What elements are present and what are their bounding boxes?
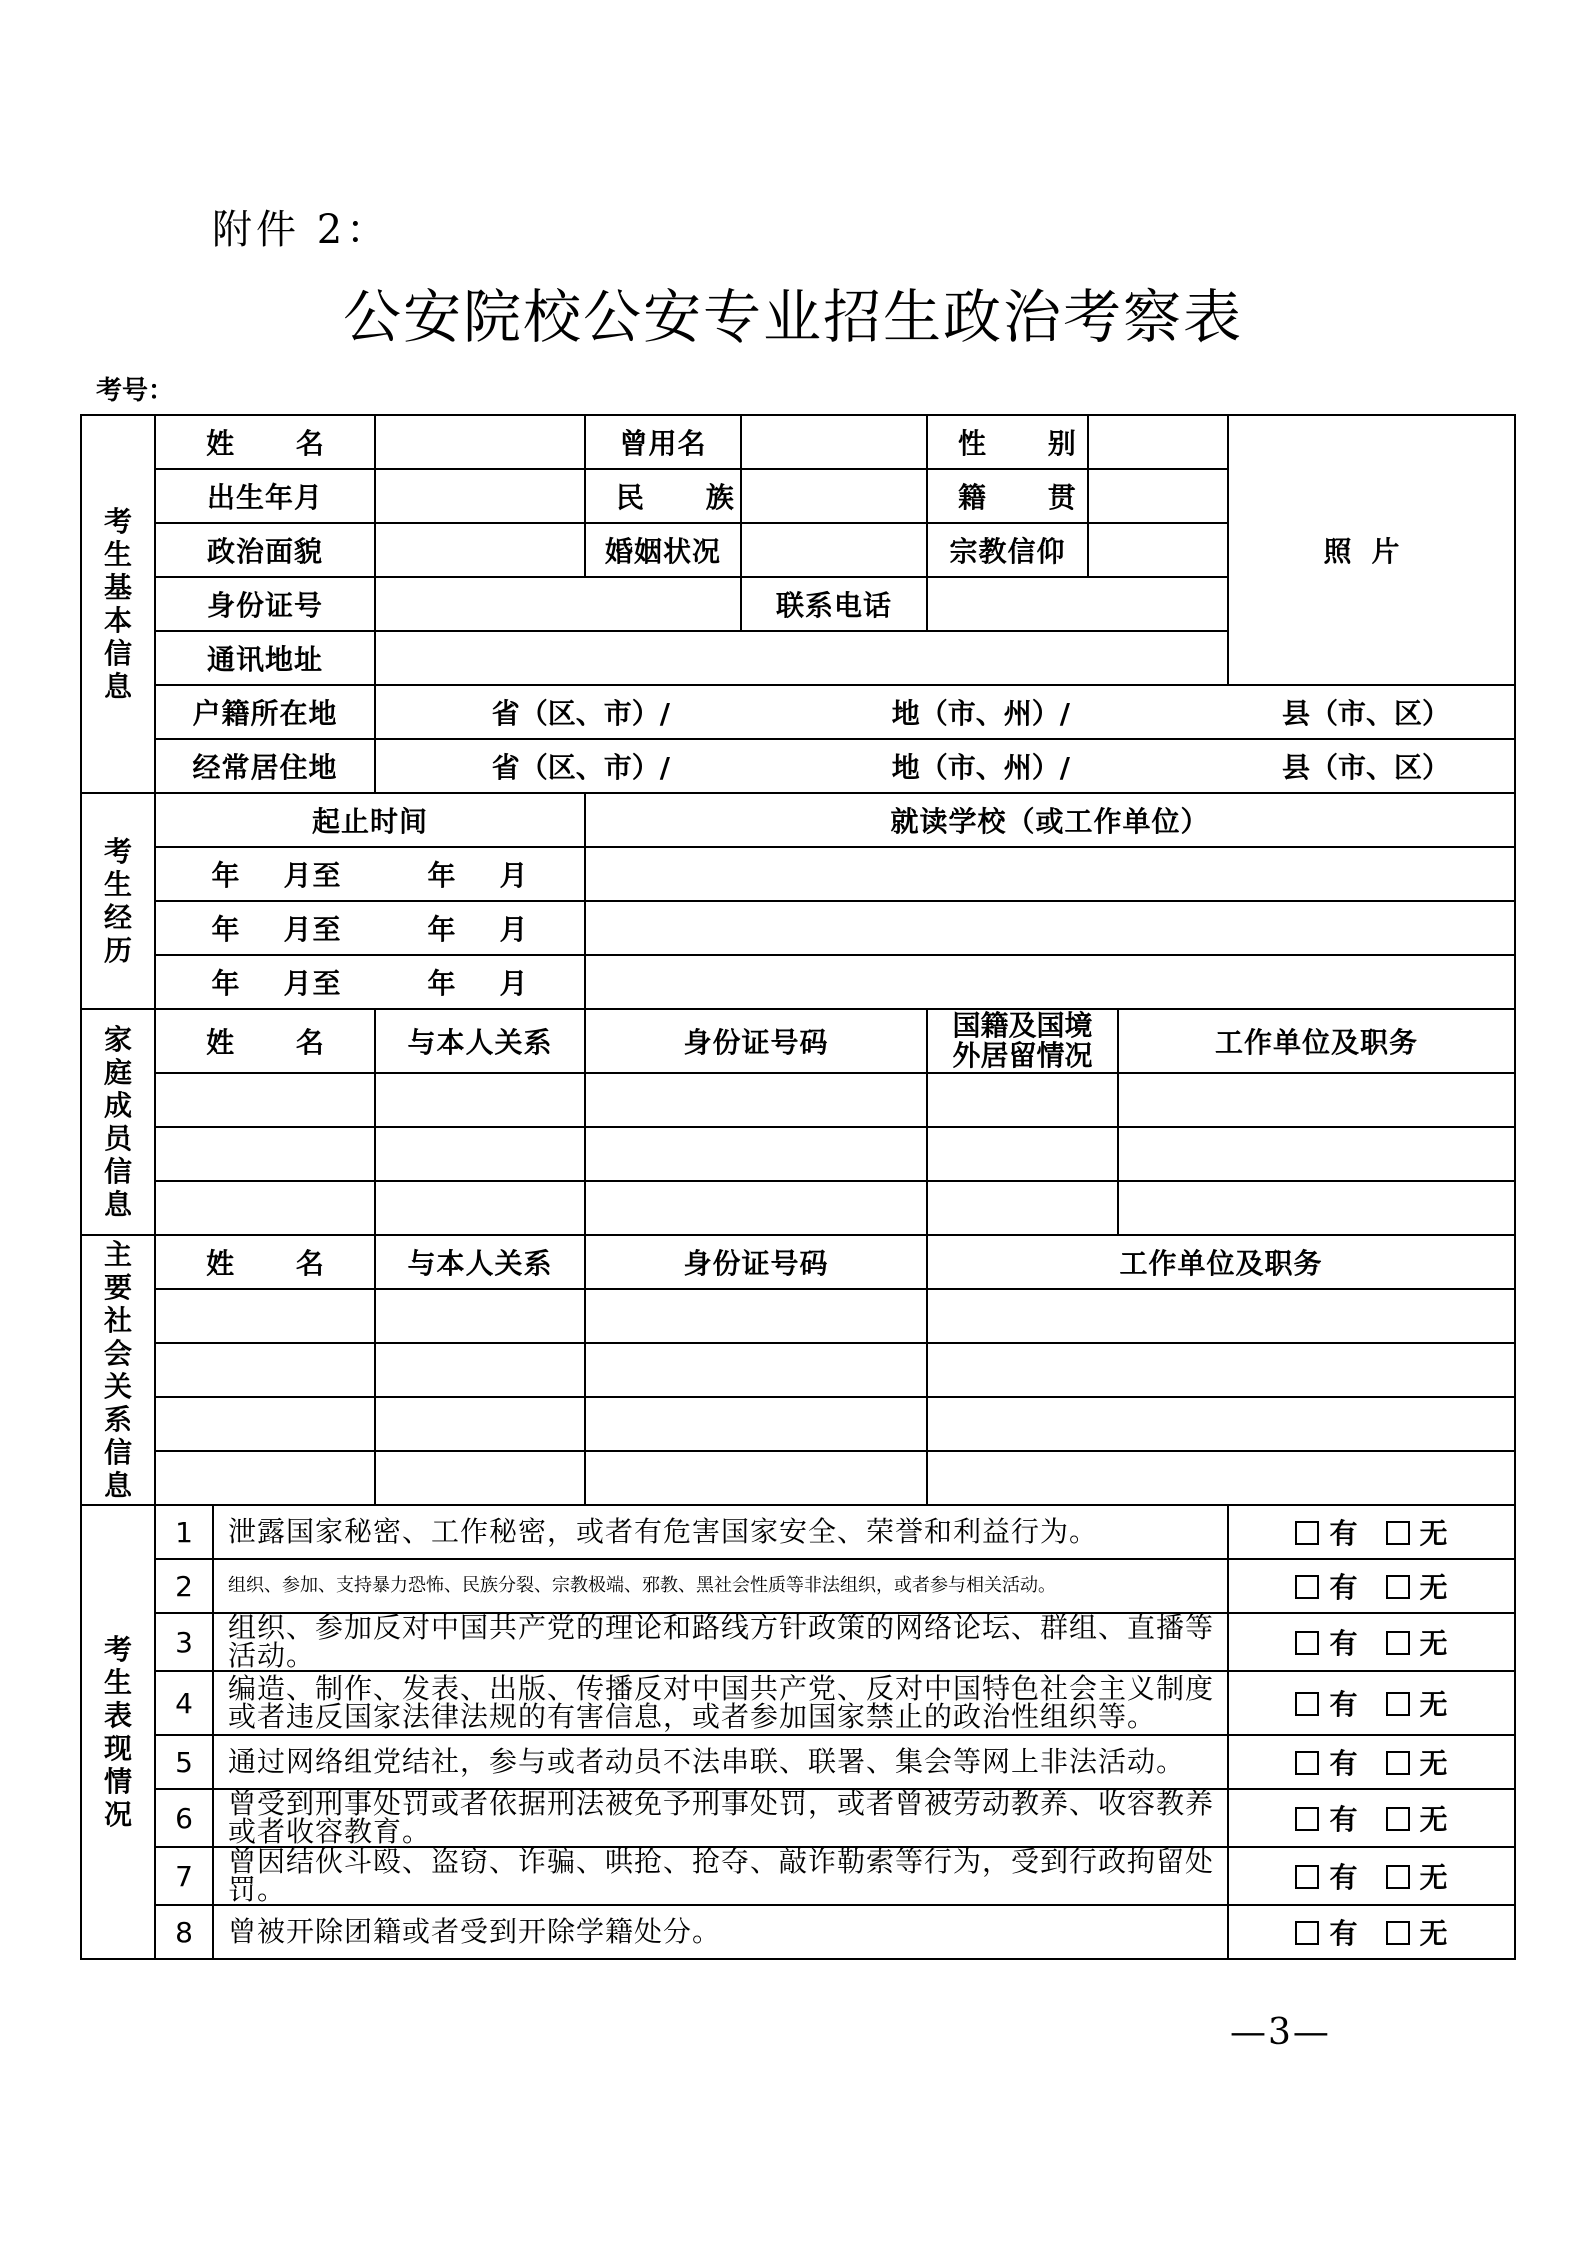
family-id-cell[interactable] xyxy=(585,1127,927,1181)
family-row xyxy=(81,1181,1515,1235)
yes-option[interactable]: 有 xyxy=(1295,1861,1357,1894)
family-header-row xyxy=(81,1009,1515,1073)
family-work-cell[interactable] xyxy=(1118,1073,1515,1127)
political-review-form xyxy=(80,414,1516,1960)
social-row xyxy=(81,1397,1515,1451)
yes-no-choice xyxy=(1228,1847,1515,1905)
conduct-item-text: 泄露国家秘密、工作秘密，或者有危害国家安全、荣誉和利益行为。 xyxy=(213,1505,1228,1559)
conduct-row xyxy=(81,1905,1515,1959)
checkbox-icon[interactable] xyxy=(1295,1575,1319,1599)
phone-label: 联系电话 xyxy=(741,577,927,631)
no-option[interactable]: 无 xyxy=(1386,1517,1448,1550)
province-label: 省（区、市）/ xyxy=(491,751,670,784)
county-label: 县（市、区） xyxy=(1281,751,1450,784)
no-option[interactable]: 无 xyxy=(1386,1861,1448,1894)
basic-row-6 xyxy=(81,685,1515,739)
hukou-label: 户籍所在地 xyxy=(155,685,375,739)
social-name-cell[interactable] xyxy=(155,1451,375,1505)
attachment-label: 附件 2： xyxy=(212,207,391,253)
residence-field[interactable] xyxy=(375,739,1515,793)
conduct-item-text: 通过网络组党结社，参与或者动员不法串联、联署、集会等网上非法活动。 xyxy=(213,1735,1228,1789)
family-id-cell[interactable] xyxy=(585,1073,927,1127)
period-field[interactable]: 年 月至 年 月 xyxy=(155,901,585,955)
former-name-label: 曾用名 xyxy=(585,415,741,469)
social-relation-cell[interactable] xyxy=(375,1289,585,1343)
basic-row-7 xyxy=(81,739,1515,793)
yes-no-choice xyxy=(1228,1905,1515,1959)
checkbox-icon[interactable] xyxy=(1386,1921,1410,1945)
family-row xyxy=(81,1127,1515,1181)
conduct-item-text: 组织、参加、支持暴力恐怖、民族分裂、宗教极端、邪教、黑社会性质等非法组织，或者参与相关活动。 xyxy=(213,1559,1228,1613)
section-basic-info: 考生基本信息 xyxy=(81,415,155,793)
period-field[interactable]: 年 月至 年 月 xyxy=(155,955,585,1009)
yes-no-choice xyxy=(1228,1505,1515,1559)
checkbox-icon[interactable] xyxy=(1295,1865,1319,1889)
yes-option[interactable]: 有 xyxy=(1295,1917,1357,1950)
conduct-item-number: 7 xyxy=(155,1847,213,1905)
experience-row xyxy=(81,901,1515,955)
checkbox-icon[interactable] xyxy=(1295,1631,1319,1655)
conduct-row xyxy=(81,1735,1515,1789)
checkbox-icon[interactable] xyxy=(1386,1692,1410,1716)
family-relation-cell[interactable] xyxy=(375,1181,585,1235)
yes-option[interactable]: 有 xyxy=(1295,1747,1357,1780)
family-relation-header: 与本人关系 xyxy=(375,1009,585,1073)
family-nationality-cell[interactable] xyxy=(927,1127,1118,1181)
conduct-row xyxy=(81,1789,1515,1847)
conduct-item-number: 5 xyxy=(155,1735,213,1789)
religion-field[interactable] xyxy=(1088,523,1228,577)
address-label: 通讯地址 xyxy=(155,631,375,685)
social-row xyxy=(81,1451,1515,1505)
name-field[interactable] xyxy=(375,415,585,469)
family-work-cell[interactable] xyxy=(1118,1181,1515,1235)
phone-field[interactable] xyxy=(927,577,1228,631)
marital-label: 婚姻状况 xyxy=(585,523,741,577)
conduct-item-text: 组织、参加反对中国共产党的理论和路线方针政策的网络论坛、群组、直播等活动。 xyxy=(213,1613,1228,1671)
page-title: 公安院校公安专业招生政治考察表 xyxy=(342,283,1243,351)
city-label: 地（市、州）/ xyxy=(891,751,1070,784)
page-number: —3— xyxy=(1230,2012,1331,2053)
no-option[interactable]: 无 xyxy=(1386,1688,1448,1721)
school-header: 就读学校（或工作单位） xyxy=(585,793,1515,847)
social-id-cell[interactable] xyxy=(585,1289,927,1343)
family-nationality-cell[interactable] xyxy=(927,1181,1118,1235)
yes-no-choice xyxy=(1228,1789,1515,1847)
section-experience: 考生经历 xyxy=(81,793,155,1009)
photo-box[interactable]: 照片 xyxy=(1228,415,1515,685)
experience-row xyxy=(81,955,1515,1009)
province-label: 省（区、市）/ xyxy=(491,697,670,730)
family-relation-cell[interactable] xyxy=(375,1127,585,1181)
social-row xyxy=(81,1343,1515,1397)
family-work-header: 工作单位及职务 xyxy=(1118,1009,1515,1073)
social-work-header: 工作单位及职务 xyxy=(927,1235,1515,1289)
checkbox-icon[interactable] xyxy=(1386,1521,1410,1545)
period-field[interactable]: 年 月至 年 月 xyxy=(155,847,585,901)
ethnicity-label: 民 族 xyxy=(585,469,741,523)
social-name-cell[interactable] xyxy=(155,1289,375,1343)
social-name-cell[interactable] xyxy=(155,1343,375,1397)
social-header-row xyxy=(81,1235,1515,1289)
social-work-cell[interactable] xyxy=(927,1397,1515,1451)
name-label: 姓 名 xyxy=(155,415,375,469)
checkbox-icon[interactable] xyxy=(1295,1521,1319,1545)
checkbox-icon[interactable] xyxy=(1295,1921,1319,1945)
social-work-cell[interactable] xyxy=(927,1289,1515,1343)
conduct-item-text: 曾被开除团籍或者受到开除学籍处分。 xyxy=(213,1905,1228,1959)
family-id-cell[interactable] xyxy=(585,1181,927,1235)
political-status-field[interactable] xyxy=(375,523,585,577)
conduct-row xyxy=(81,1559,1515,1613)
native-place-field[interactable] xyxy=(1088,469,1228,523)
political-status-label: 政治面貌 xyxy=(155,523,375,577)
checkbox-icon[interactable] xyxy=(1386,1807,1410,1831)
conduct-item-text: 编造、制作、发表、出版、传播反对中国共产党、反对中国特色社会主义制度或者违反国家法律法规的有害信息，或者参加国家禁止的政治性组织等。 xyxy=(213,1671,1228,1735)
social-relation-cell[interactable] xyxy=(375,1397,585,1451)
family-row xyxy=(81,1073,1515,1127)
section-conduct: 考生表现情况 xyxy=(81,1505,155,1959)
address-field[interactable] xyxy=(375,631,1228,685)
no-option[interactable]: 无 xyxy=(1386,1571,1448,1604)
yes-option[interactable]: 有 xyxy=(1295,1571,1357,1604)
social-row xyxy=(81,1289,1515,1343)
no-option[interactable]: 无 xyxy=(1386,1917,1448,1950)
id-number-label: 身份证号 xyxy=(155,577,375,631)
city-label: 地（市、州）/ xyxy=(891,697,1070,730)
family-work-cell[interactable] xyxy=(1118,1127,1515,1181)
social-id-cell[interactable] xyxy=(585,1397,927,1451)
family-nationality-cell[interactable] xyxy=(927,1073,1118,1127)
no-option[interactable]: 无 xyxy=(1386,1803,1448,1836)
social-name-cell[interactable] xyxy=(155,1397,375,1451)
checkbox-icon[interactable] xyxy=(1295,1807,1319,1831)
conduct-item-number: 8 xyxy=(155,1905,213,1959)
conduct-item-number: 4 xyxy=(155,1671,213,1735)
former-name-field[interactable] xyxy=(741,415,927,469)
no-option[interactable]: 无 xyxy=(1386,1747,1448,1780)
native-place-label: 籍 贯 xyxy=(927,469,1088,523)
yes-option[interactable]: 有 xyxy=(1295,1627,1357,1660)
conduct-item-text: 曾受到刑事处罚或者依据刑法被免予刑事处罚，或者曾被劳动教养、收容教养或者收容教育。 xyxy=(213,1789,1228,1847)
residence-label: 经常居住地 xyxy=(155,739,375,793)
conduct-item-text: 曾因结伙斗殴、盗窃、诈骗、哄抢、抢夺、敲诈勒索等行为，受到行政拘留处罚。 xyxy=(213,1847,1228,1905)
experience-row xyxy=(81,847,1515,901)
basic-row-1 xyxy=(81,415,1515,469)
yes-option[interactable]: 有 xyxy=(1295,1803,1357,1836)
id-number-field[interactable] xyxy=(375,577,741,631)
checkbox-icon[interactable] xyxy=(1386,1751,1410,1775)
birth-field[interactable] xyxy=(375,469,585,523)
conduct-item-number: 2 xyxy=(155,1559,213,1613)
yes-option[interactable]: 有 xyxy=(1295,1517,1357,1550)
social-relation-cell[interactable] xyxy=(375,1451,585,1505)
social-name-header: 姓 名 xyxy=(155,1235,375,1289)
checkbox-icon[interactable] xyxy=(1295,1751,1319,1775)
section-family: 家庭成员信息 xyxy=(81,1009,155,1235)
family-name-header: 姓 名 xyxy=(155,1009,375,1073)
checkbox-icon[interactable] xyxy=(1386,1575,1410,1599)
conduct-row xyxy=(81,1505,1515,1559)
social-relation-header: 与本人关系 xyxy=(375,1235,585,1289)
family-name-cell[interactable] xyxy=(155,1127,375,1181)
conduct-item-number: 3 xyxy=(155,1613,213,1671)
religion-label: 宗教信仰 xyxy=(927,523,1088,577)
conduct-item-number: 1 xyxy=(155,1505,213,1559)
family-name-cell[interactable] xyxy=(155,1073,375,1127)
social-id-header: 身份证号码 xyxy=(585,1235,927,1289)
yes-no-choice xyxy=(1228,1613,1515,1671)
family-nationality-header: 国籍及国境 外居留情况 xyxy=(927,1009,1118,1073)
school-field[interactable] xyxy=(585,847,1515,901)
marital-field[interactable] xyxy=(741,523,927,577)
yes-no-choice xyxy=(1228,1735,1515,1789)
conduct-row xyxy=(81,1847,1515,1905)
yes-option[interactable]: 有 xyxy=(1295,1688,1357,1721)
exam-number-label: 考号： xyxy=(96,376,175,406)
yes-no-choice xyxy=(1228,1671,1515,1735)
gender-field[interactable] xyxy=(1088,415,1228,469)
family-id-header: 身份证号码 xyxy=(585,1009,927,1073)
family-name-cell[interactable] xyxy=(155,1181,375,1235)
conduct-item-number: 6 xyxy=(155,1789,213,1847)
birth-label: 出生年月 xyxy=(155,469,375,523)
school-field[interactable] xyxy=(585,955,1515,1009)
social-id-cell[interactable] xyxy=(585,1451,927,1505)
conduct-row xyxy=(81,1613,1515,1671)
checkbox-icon[interactable] xyxy=(1386,1631,1410,1655)
family-relation-cell[interactable] xyxy=(375,1073,585,1127)
conduct-row xyxy=(81,1671,1515,1735)
experience-header-row xyxy=(81,793,1515,847)
social-work-cell[interactable] xyxy=(927,1343,1515,1397)
section-social: 主要社会关系信息 xyxy=(81,1235,155,1505)
social-relation-cell[interactable] xyxy=(375,1343,585,1397)
county-label: 县（市、区） xyxy=(1281,697,1450,730)
gender-label: 性 别 xyxy=(927,415,1088,469)
checkbox-icon[interactable] xyxy=(1386,1865,1410,1889)
yes-no-choice xyxy=(1228,1559,1515,1613)
school-field[interactable] xyxy=(585,901,1515,955)
no-option[interactable]: 无 xyxy=(1386,1627,1448,1660)
checkbox-icon[interactable] xyxy=(1295,1692,1319,1716)
hukou-field[interactable] xyxy=(375,685,1515,739)
ethnicity-field[interactable] xyxy=(741,469,927,523)
social-work-cell[interactable] xyxy=(927,1451,1515,1505)
period-header: 起止时间 xyxy=(155,793,585,847)
social-id-cell[interactable] xyxy=(585,1343,927,1397)
